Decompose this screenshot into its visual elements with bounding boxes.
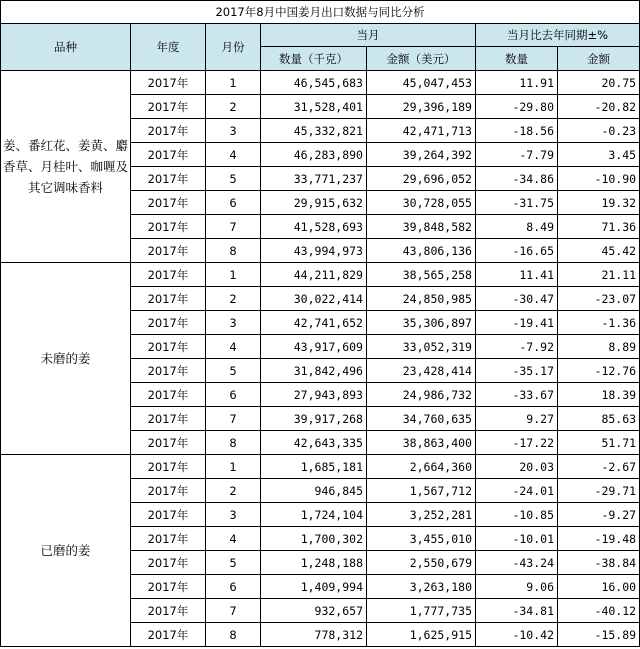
month-cell: 7 [206,215,261,239]
amount-cell: 33,052,319 [367,335,476,359]
yoy-amount-cell: 45.42 [558,239,640,263]
yoy-amount-cell: 20.75 [558,71,640,95]
year-cell: 2017年 [131,239,206,263]
amount-cell: 43,806,136 [367,239,476,263]
yoy-quantity-cell: 11.91 [476,71,558,95]
year-cell: 2017年 [131,191,206,215]
yoy-quantity-cell: -17.22 [476,431,558,455]
quantity-cell: 1,685,181 [261,455,367,479]
yoy-quantity-cell: -7.92 [476,335,558,359]
amount-cell: 39,848,582 [367,215,476,239]
amount-cell: 3,263,180 [367,575,476,599]
amount-cell: 29,696,052 [367,167,476,191]
yoy-quantity-cell: 20.03 [476,455,558,479]
yoy-amount-cell: 21.11 [558,263,640,287]
header-qty: 数量（千克） [261,47,367,71]
yoy-amount-cell: 19.32 [558,191,640,215]
month-cell: 4 [206,527,261,551]
yoy-amount-cell: -38.84 [558,551,640,575]
year-cell: 2017年 [131,311,206,335]
amount-cell: 3,455,010 [367,527,476,551]
table-row [1,455,640,479]
year-cell: 2017年 [131,71,206,95]
yoy-amount-cell: 8.89 [558,335,640,359]
yoy-amount-cell: -12.76 [558,359,640,383]
quantity-cell: 43,917,609 [261,335,367,359]
year-cell: 2017年 [131,287,206,311]
yoy-amount-cell: -1.36 [558,311,640,335]
yoy-quantity-cell: -18.56 [476,119,558,143]
month-cell: 2 [206,287,261,311]
month-cell: 3 [206,311,261,335]
year-cell: 2017年 [131,431,206,455]
month-cell: 3 [206,119,261,143]
quantity-cell: 932,657 [261,599,367,623]
quantity-cell: 42,741,652 [261,311,367,335]
year-cell: 2017年 [131,455,206,479]
amount-cell: 2,664,360 [367,455,476,479]
product-group-label: 姜、番红花、姜黄、麝香草、月桂叶、咖喱及其它调味香料 [1,71,131,263]
header-yoy-qty: 数量 [476,47,558,71]
yoy-amount-cell: -23.07 [558,287,640,311]
year-cell: 2017年 [131,599,206,623]
yoy-amount-cell: 85.63 [558,407,640,431]
amount-cell: 3,252,281 [367,503,476,527]
yoy-amount-cell: -0.23 [558,119,640,143]
header-product: 品种 [1,24,131,71]
year-cell: 2017年 [131,167,206,191]
amount-cell: 34,760,635 [367,407,476,431]
month-cell: 6 [206,191,261,215]
table-row [1,263,640,287]
year-cell: 2017年 [131,335,206,359]
amount-cell: 30,728,055 [367,191,476,215]
year-cell: 2017年 [131,119,206,143]
quantity-cell: 1,724,104 [261,503,367,527]
yoy-quantity-cell: -33.67 [476,383,558,407]
yoy-amount-cell: -9.27 [558,503,640,527]
quantity-cell: 39,917,268 [261,407,367,431]
month-cell: 1 [206,455,261,479]
amount-cell: 38,863,400 [367,431,476,455]
yoy-quantity-cell: -35.17 [476,359,558,383]
quantity-cell: 778,312 [261,623,367,647]
month-cell: 7 [206,599,261,623]
month-cell: 3 [206,503,261,527]
header-yoy-amount: 金额 [558,47,640,71]
yoy-quantity-cell: -34.81 [476,599,558,623]
yoy-quantity-cell: -16.65 [476,239,558,263]
quantity-cell: 41,528,693 [261,215,367,239]
yoy-quantity-cell: 9.06 [476,575,558,599]
product-group-label: 未磨的姜 [1,263,131,455]
yoy-quantity-cell: 8.49 [476,215,558,239]
quantity-cell: 43,994,973 [261,239,367,263]
month-cell: 5 [206,359,261,383]
yoy-amount-cell: 16.00 [558,575,640,599]
month-cell: 6 [206,575,261,599]
year-cell: 2017年 [131,407,206,431]
quantity-cell: 44,211,829 [261,263,367,287]
yoy-amount-cell: -40.12 [558,599,640,623]
quantity-cell: 30,022,414 [261,287,367,311]
quantity-cell: 33,771,237 [261,167,367,191]
month-cell: 2 [206,479,261,503]
month-cell: 1 [206,263,261,287]
amount-cell: 29,396,189 [367,95,476,119]
amount-cell: 24,986,732 [367,383,476,407]
month-cell: 5 [206,551,261,575]
yoy-quantity-cell: -7.79 [476,143,558,167]
yoy-quantity-cell: -24.01 [476,479,558,503]
year-cell: 2017年 [131,623,206,647]
yoy-amount-cell: -2.67 [558,455,640,479]
year-cell: 2017年 [131,503,206,527]
month-cell: 5 [206,167,261,191]
year-cell: 2017年 [131,551,206,575]
table-body [1,71,640,647]
month-cell: 7 [206,407,261,431]
year-cell: 2017年 [131,359,206,383]
year-cell: 2017年 [131,95,206,119]
month-cell: 4 [206,335,261,359]
quantity-cell: 1,248,188 [261,551,367,575]
yoy-amount-cell: 3.45 [558,143,640,167]
table-title: 2017年8月中国姜月出口数据与同比分析 [1,1,640,24]
month-cell: 2 [206,95,261,119]
header-current-month: 当月 [261,24,476,47]
quantity-cell: 45,332,821 [261,119,367,143]
yoy-quantity-cell: 11.41 [476,263,558,287]
year-cell: 2017年 [131,383,206,407]
table-header [1,24,640,71]
header-yoy: 当月比去年同期±% [476,24,640,47]
amount-cell: 35,306,897 [367,311,476,335]
month-cell: 8 [206,431,261,455]
quantity-cell: 29,915,632 [261,191,367,215]
quantity-cell: 31,528,401 [261,95,367,119]
year-cell: 2017年 [131,263,206,287]
amount-cell: 42,471,713 [367,119,476,143]
table-row [1,71,640,95]
yoy-quantity-cell: -19.41 [476,311,558,335]
yoy-amount-cell: 51.71 [558,431,640,455]
amount-cell: 39,264,392 [367,143,476,167]
amount-cell: 1,567,712 [367,479,476,503]
quantity-cell: 46,283,890 [261,143,367,167]
quantity-cell: 1,409,994 [261,575,367,599]
product-group-label: 已磨的姜 [1,455,131,647]
yoy-quantity-cell: 9.27 [476,407,558,431]
header-amount: 金额（美元） [367,47,476,71]
yoy-quantity-cell: -10.85 [476,503,558,527]
yoy-quantity-cell: -34.86 [476,167,558,191]
yoy-quantity-cell: -10.42 [476,623,558,647]
quantity-cell: 946,845 [261,479,367,503]
yoy-quantity-cell: -30.47 [476,287,558,311]
yoy-amount-cell: -15.89 [558,623,640,647]
amount-cell: 23,428,414 [367,359,476,383]
yoy-amount-cell: -29.71 [558,479,640,503]
yoy-quantity-cell: -10.01 [476,527,558,551]
amount-cell: 38,565,258 [367,263,476,287]
month-cell: 4 [206,143,261,167]
quantity-cell: 1,700,302 [261,527,367,551]
quantity-cell: 46,545,683 [261,71,367,95]
quantity-cell: 42,643,335 [261,431,367,455]
year-cell: 2017年 [131,527,206,551]
yoy-quantity-cell: -43.24 [476,551,558,575]
amount-cell: 24,850,985 [367,287,476,311]
month-cell: 1 [206,71,261,95]
yoy-quantity-cell: -29.80 [476,95,558,119]
year-cell: 2017年 [131,479,206,503]
year-cell: 2017年 [131,215,206,239]
amount-cell: 1,777,735 [367,599,476,623]
amount-cell: 45,047,453 [367,71,476,95]
month-cell: 6 [206,383,261,407]
yoy-quantity-cell: -31.75 [476,191,558,215]
yoy-amount-cell: -20.82 [558,95,640,119]
year-cell: 2017年 [131,143,206,167]
quantity-cell: 31,842,496 [261,359,367,383]
header-month: 月份 [206,24,261,71]
quantity-cell: 27,943,893 [261,383,367,407]
month-cell: 8 [206,623,261,647]
yoy-amount-cell: -19.48 [558,527,640,551]
header-year: 年度 [131,24,206,71]
yoy-amount-cell: 71.36 [558,215,640,239]
yoy-amount-cell: 18.39 [558,383,640,407]
amount-cell: 2,550,679 [367,551,476,575]
amount-cell: 1,625,915 [367,623,476,647]
month-cell: 8 [206,239,261,263]
yoy-amount-cell: -10.90 [558,167,640,191]
year-cell: 2017年 [131,575,206,599]
